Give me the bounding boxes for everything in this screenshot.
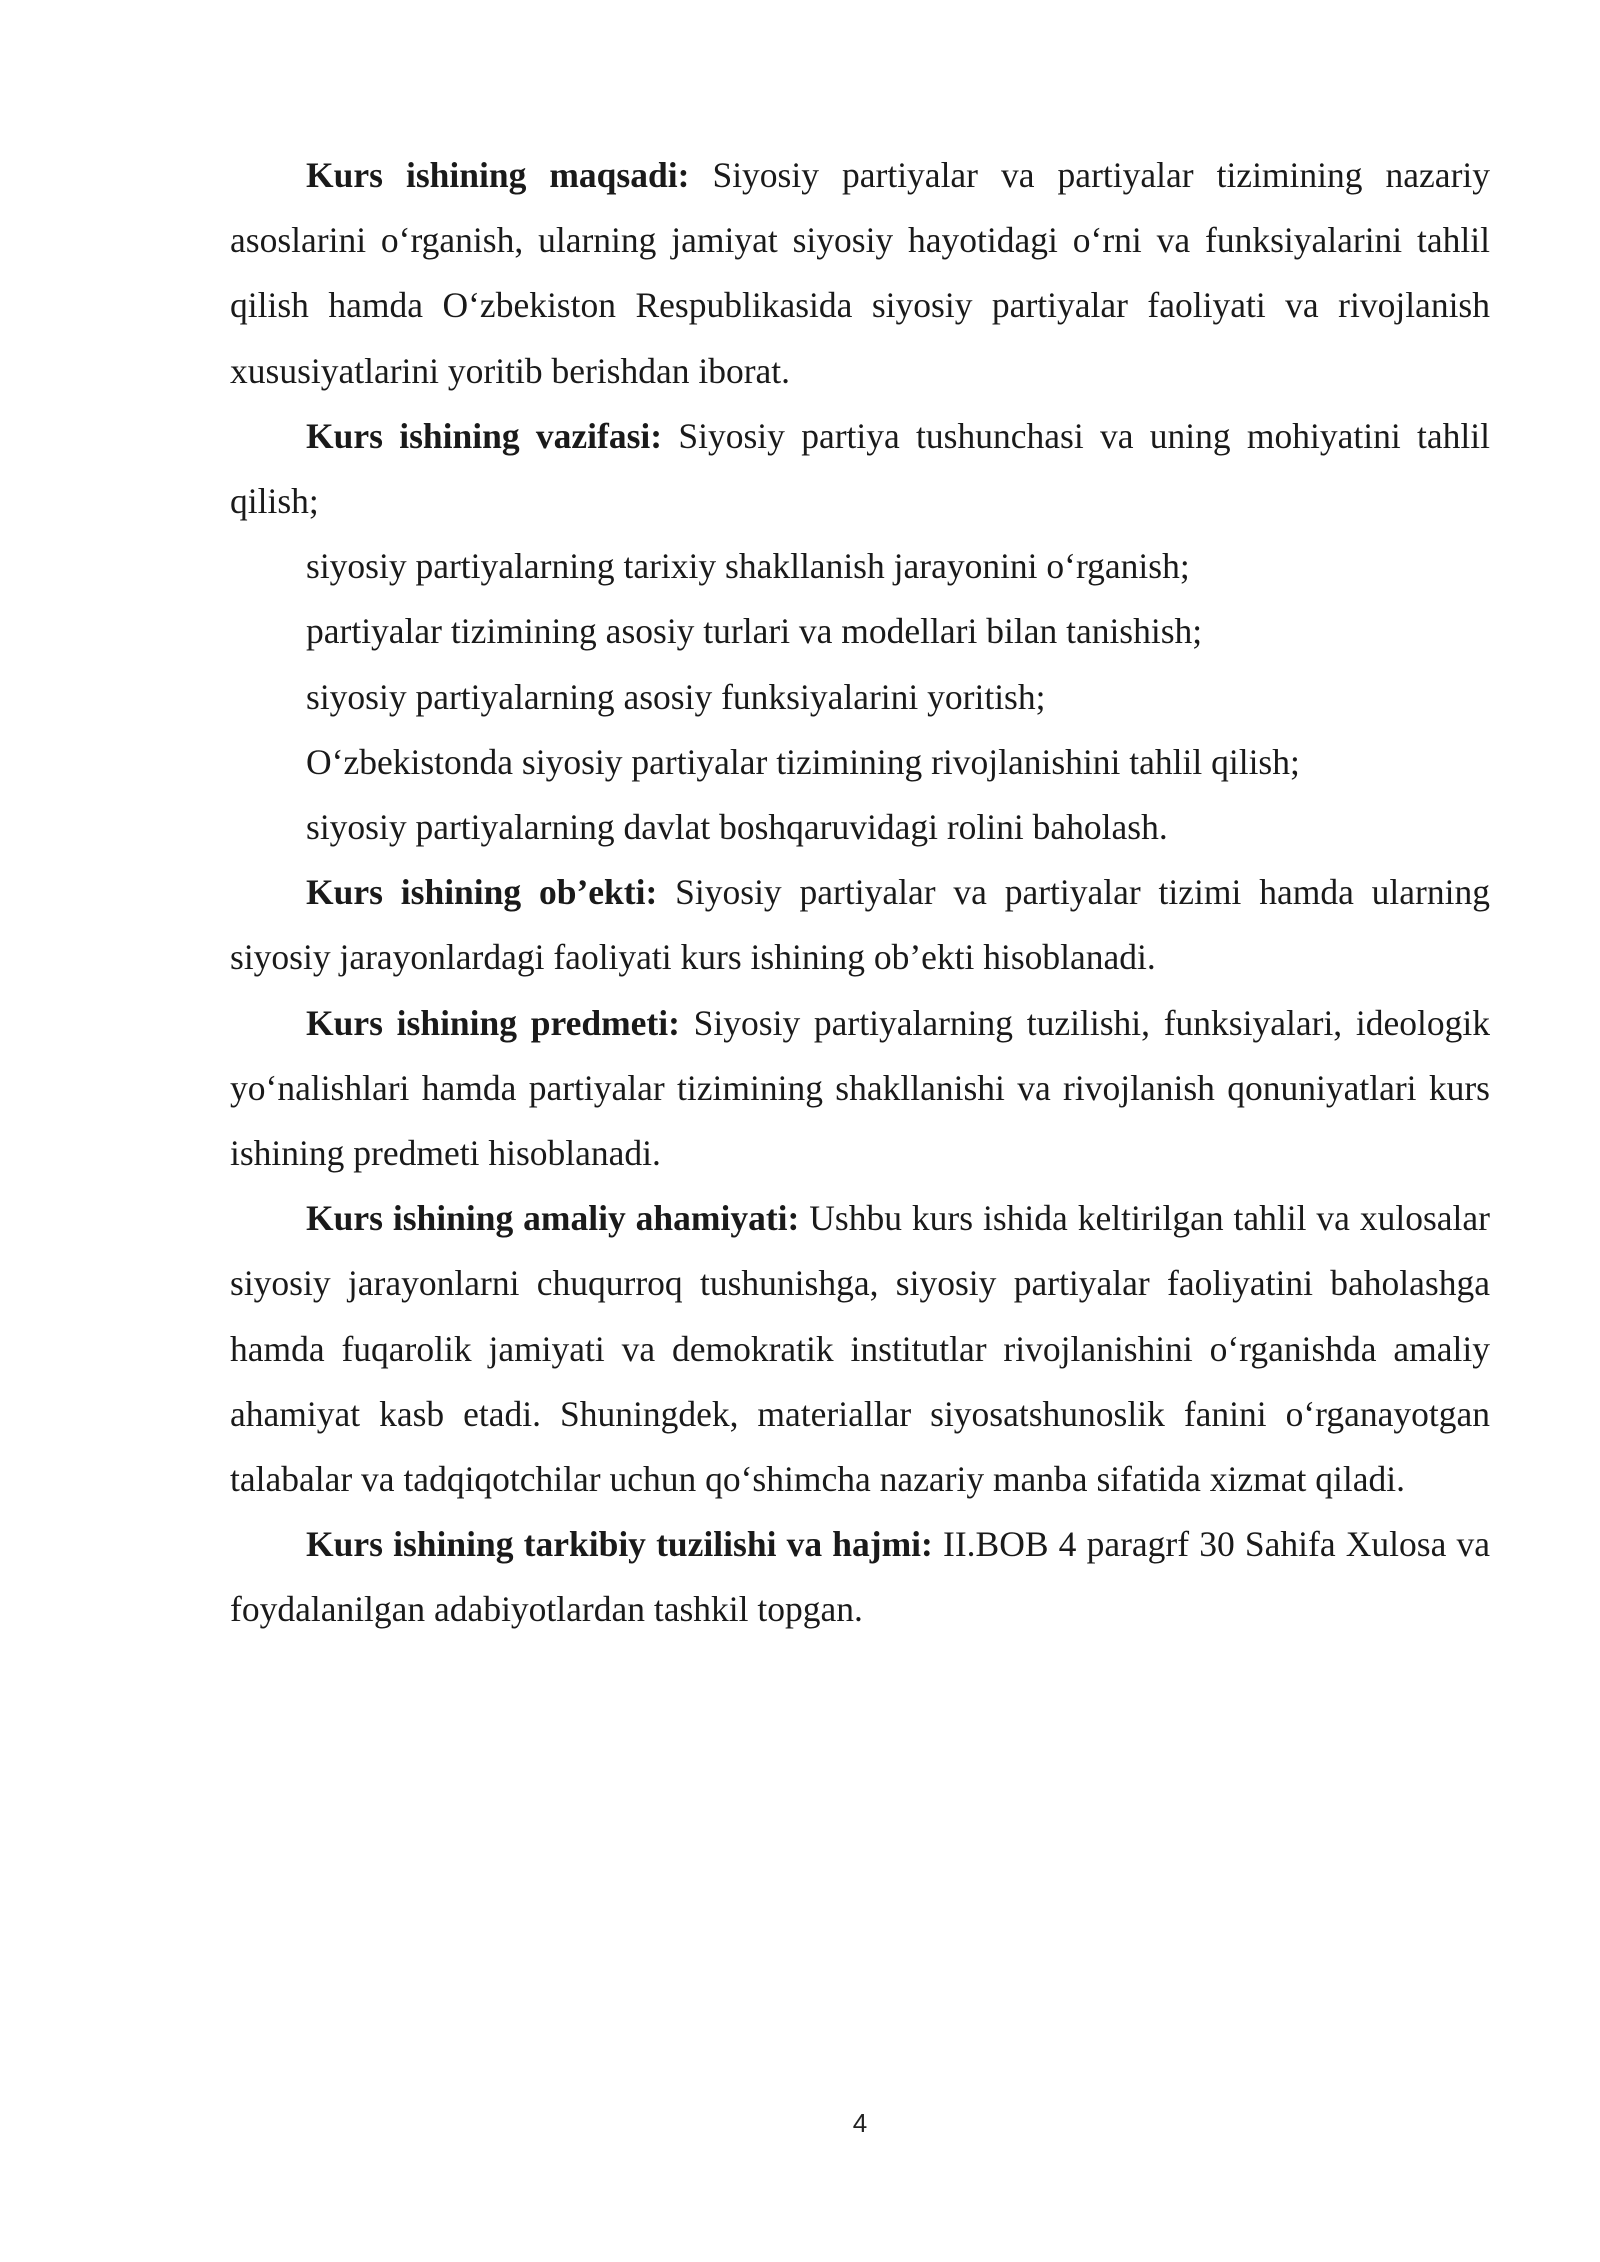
section-predmet <box>230 991 1490 1187</box>
section-text: Siyosiy partiyalarning tuzilishi, funksiyalari, ideologik yoʻnalishlari hamda partiyalar tizimining shakllanishi va rivojlanish qonuniyatlari kurs ishining predmeti hisoblanadi. <box>230 1002 1490 1174</box>
list-item: siyosiy partiyalarning asosiy funksiyalarini yoritish; <box>306 676 1046 717</box>
section-label: Kurs ishining maqsadi: <box>306 155 690 195</box>
section-text: Siyosiy partiya tushunchasi va uning mohiyatini tahlil qilish; <box>230 415 1490 522</box>
list-item: siyosiy partiyalarning davlat boshqaruvidagi rolini baholash. <box>306 807 1168 848</box>
list-item: partiyalar tizimining asosiy turlari va modellari bilan tanishish; <box>306 611 1203 652</box>
section-label: Kurs ishining predmeti: <box>306 1002 680 1043</box>
section-vazifa <box>230 404 1490 534</box>
section-label: Kurs ishining tarkibiy tuzilishi va hajmi: <box>306 1524 933 1565</box>
section-text: Ushbu kurs ishida keltirilgan tahlil va xulosalar siyosiy jarayonlarni chuqurroq tushunishga, siyosiy partiyalar faoliyatini baholashga hamda fuqarolik jamiyati va demokratik institutlar rivojlanishini oʻrganishda amaliy ahamiyat kasb etadi. Shuningdek, materiallar siyosatshunoslik fanini oʻrganayotgan talabalar va tadqiqotchilar uchun qoʻshimcha nazariy manba sifatida xizmat qiladi. <box>230 1198 1490 1500</box>
document-page <box>230 143 1490 1643</box>
section-maqsad <box>230 143 1490 404</box>
section-text: II.BOB 4 paragrf 30 Sahifa Xulosa va foydalanilgan adabiyotlardan tashkil topgan. <box>230 1524 1491 1630</box>
section-text: Siyosiy partiyalar va partiyalar tizimi hamda ularning siyosiy jarayonlardagi faoliyati kurs ishining ob’ekti hisoblanadi. <box>230 872 1490 978</box>
section-ahamiyat <box>230 1186 1490 1512</box>
page-number: 4 <box>852 2108 868 2138</box>
section-tuzilish <box>230 1512 1490 1642</box>
list-item: Oʻzbekistonda siyosiy partiyalar tizimining rivojlanishini tahlil qilish; <box>306 741 1300 782</box>
section-label: Kurs ishining amaliy ahamiyati: <box>306 1198 800 1239</box>
list-item: siyosiy partiyalarning tarixiy shakllanish jarayonini oʻrganish; <box>306 546 1190 587</box>
section-text: Siyosiy partiyalar va partiyalar tizimining nazariy asoslarini oʻrganish, ularning jamiyat siyosiy hayotidagi oʻrni va funksiyalarini tahlil qilish hamda Oʻzbekiston Respublikasida siyosiy partiyalar faoliyati va rivojlanish xususiyatlarini yoritib berishdan iborat. <box>230 155 1490 391</box>
section-obekt <box>230 860 1490 990</box>
section-label: Kurs ishining vazifasi: <box>306 415 663 456</box>
section-label: Kurs ishining ob’ekti: <box>306 872 658 913</box>
